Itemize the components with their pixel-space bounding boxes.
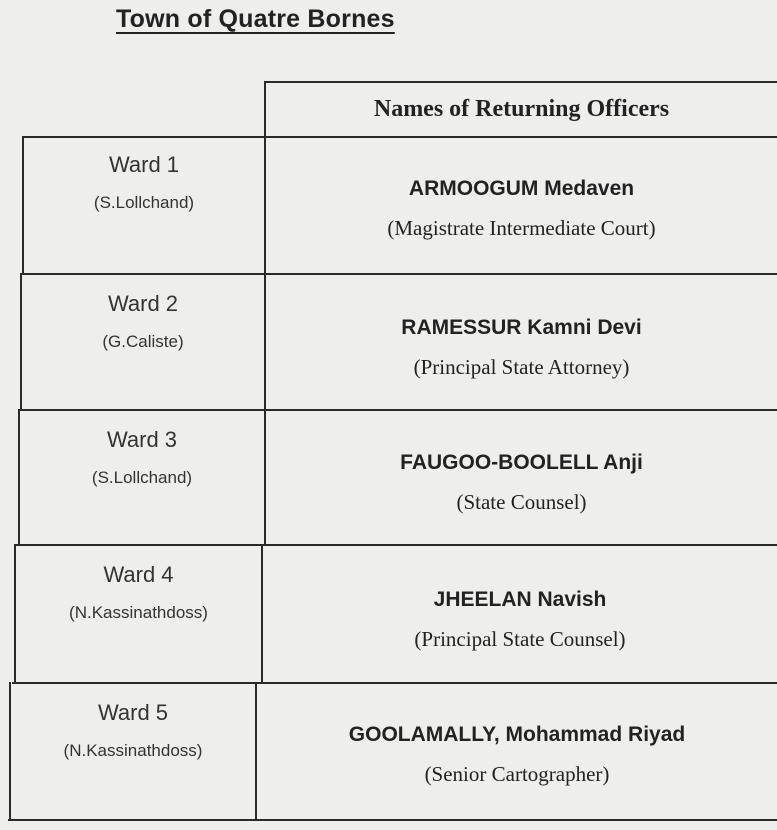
ward-name: Ward 5 bbox=[97, 700, 169, 725]
officer-cell bbox=[257, 684, 777, 819]
ward-cell bbox=[11, 684, 255, 819]
document-title: Town of Quatre Bornes bbox=[116, 5, 395, 33]
officer-name: JHEELAN Navish bbox=[433, 588, 607, 611]
officer-role: (Senior Cartographer) bbox=[424, 761, 610, 786]
officer-name: RAMESSUR Kamni Devi bbox=[401, 316, 642, 339]
ward-cell bbox=[24, 138, 264, 273]
officer-role: (Principal State Attorney) bbox=[413, 355, 630, 379]
ward-note: (S.Lollchand) bbox=[91, 468, 193, 487]
officer-cell bbox=[263, 546, 777, 682]
ward-name: Ward 2 bbox=[107, 291, 179, 316]
officer-name: ARMOOGUM Medaven bbox=[408, 176, 635, 200]
ward-note: (S.Lollchand) bbox=[93, 193, 195, 212]
officer-name: FAUGOO-BOOLELL Anji bbox=[400, 450, 643, 474]
officer-cell bbox=[266, 411, 777, 544]
ward-cell bbox=[22, 275, 264, 409]
officer-role: (State Counsel) bbox=[456, 489, 587, 514]
officer-role: (Principal State Counsel) bbox=[414, 627, 626, 651]
header-cell bbox=[266, 83, 777, 136]
ward-name: Ward 3 bbox=[106, 427, 178, 452]
officer-cell bbox=[266, 275, 777, 409]
officer-cell bbox=[266, 138, 777, 273]
ward-name: Ward 1 bbox=[108, 152, 180, 177]
ward-note: (N.Kassinathdoss) bbox=[69, 603, 208, 622]
officer-role: (Magistrate Intermediate Court) bbox=[387, 215, 656, 240]
table-bottom-border bbox=[8, 819, 777, 821]
ward-note: (N.Kassinathdoss) bbox=[63, 741, 203, 760]
ward-cell bbox=[20, 411, 264, 544]
column-header-returning-officers: Names of Returning Officers bbox=[373, 96, 670, 122]
ward-cell bbox=[16, 546, 261, 682]
ward-note: (G.Caliste) bbox=[102, 332, 184, 351]
officer-name: GOOLAMALLY, Mohammad Riyad bbox=[348, 722, 686, 746]
ward-name: Ward 4 bbox=[103, 562, 174, 587]
